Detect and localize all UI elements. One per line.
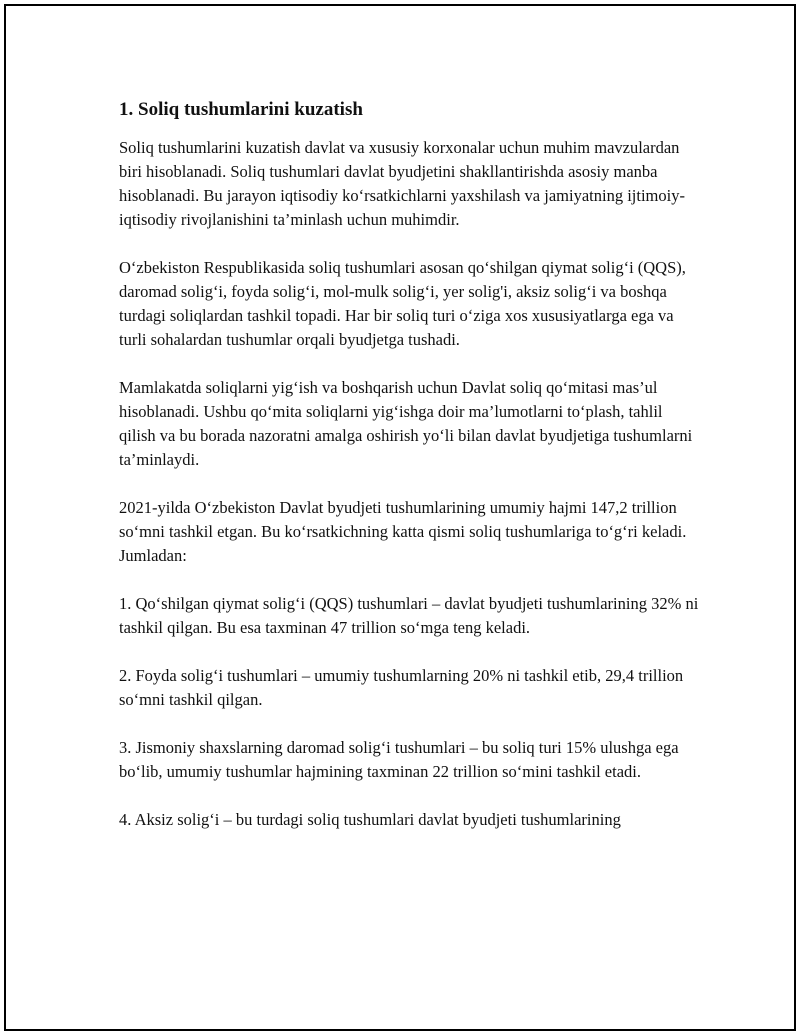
paragraph-budget-2021: 2021-yilda O‘zbekiston Davlat byudjeti tushumlarining umumiy hajmi 147,2 trillion so‘mni tashkil etgan. Bu ko‘rsatkichning katta qismi soliq tushumlariga to‘g‘ri keladi. Jumladan: bbox=[119, 498, 687, 565]
page-frame bbox=[4, 4, 796, 1031]
section-heading: 1. Soliq tushumlarini kuzatish bbox=[119, 99, 363, 120]
list-item-vat: 1. Qo‘shilgan qiymat solig‘i (QQS) tushumlari – davlat byudjeti tushumlarining 32% ni tashkil qilgan. Bu esa taxminan 47 trillion so‘mga teng keladi. bbox=[119, 594, 699, 637]
list-item-income-tax: 3. Jismoniy shaxslarning daromad solig‘i tushumlari – bu soliq turi 15% ulushga ega bo‘lib, umumiy tushumlar hajmining taxminan 22 trillion so‘mini tashkil etadi. bbox=[119, 738, 679, 781]
paragraph-tax-committee: Mamlakatda soliqlarni yig‘ish va boshqarish uchun Davlat soliq qo‘mitasi mas’ul hisoblanadi. Ushbu qo‘mita soliqlarni yig‘ishga doir ma’lumotlarni to‘plash, tahlil qilish va bu borada nazoratni amalga oshirish yo‘li bilan davlat byudjetiga tushumlarni ta’minlaydi. bbox=[119, 378, 693, 469]
paragraph-tax-types: O‘zbekiston Respublikasida soliq tushumlari asosan qo‘shilgan qiymat solig‘i (QQS), daromad solig‘i, foyda solig‘i, mol-mulk solig‘i, yer solig'i, aksiz solig‘i va boshqa turdagi soliqlardan tashkil topadi. Har bir soliq turi o‘ziga xos xususiyatlarga ega va turli sohalardan tushumlar orqali byudjetga tushadi. bbox=[119, 258, 686, 349]
list-item-excise-tax: 4. Aksiz solig‘i – bu turdagi soliq tushumlari davlat byudjeti tushumlarining bbox=[119, 810, 621, 829]
document-body bbox=[119, 98, 699, 856]
paragraph-intro: Soliq tushumlarini kuzatish davlat va xususiy korxonalar uchun muhim mavzulardan biri hisoblanadi. Soliq tushumlari davlat byudjetini shakllantirishda asosiy manba hisoblanadi. Bu jarayon iqtisodiy ko‘rsatkichlarni yaxshilash va jamiyatning ijtimoiy-iqtisodiy rivojlanishini ta’minlash uchun muhimdir. bbox=[119, 138, 685, 229]
list-item-profit-tax: 2. Foyda solig‘i tushumlari – umumiy tushumlarning 20% ni tashkil etib, 29,4 trillion so‘mni tashkil qilgan. bbox=[119, 666, 684, 709]
